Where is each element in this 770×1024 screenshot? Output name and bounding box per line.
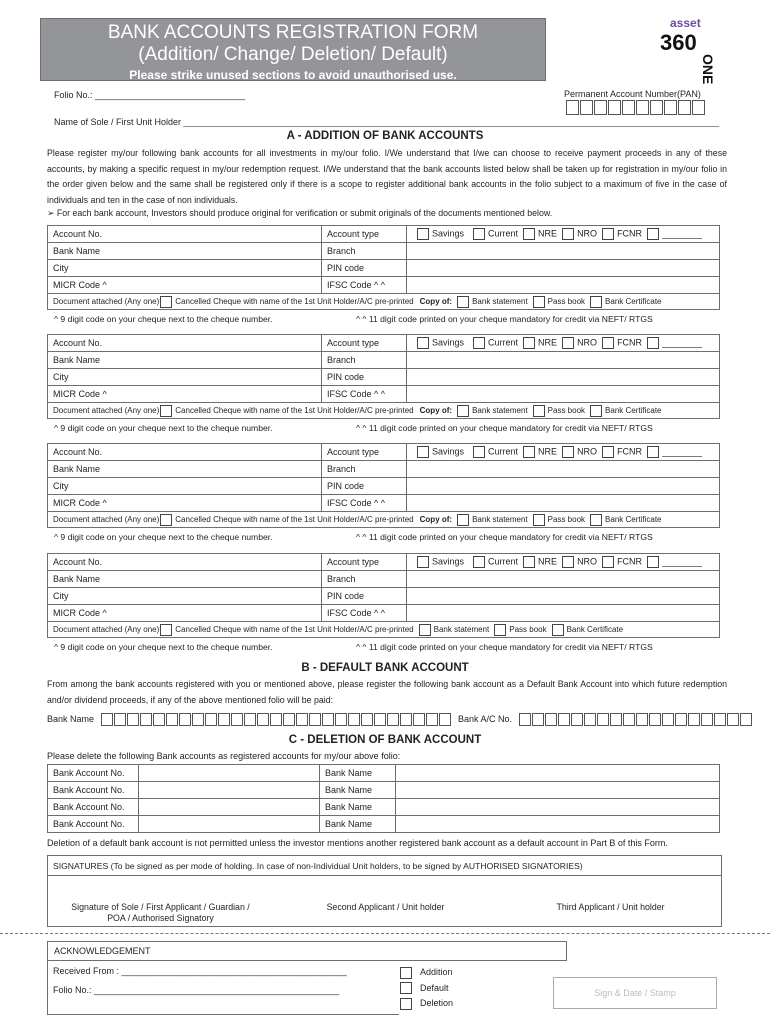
document-attached-row: Document attached (Any one) Cancelled Cheque with name of the 1st Unit Holder/A/C pre-printed Copy of: Bank statement Pass book Bank Certificate — [47, 403, 720, 419]
default-account-number[interactable]: Bank A/C No. — [458, 713, 753, 726]
fcnr-checkbox[interactable] — [602, 446, 614, 458]
micr-label[interactable]: MICR Code ^ — [48, 277, 322, 294]
ack-options — [400, 965, 453, 1012]
pin-label: PIN code — [322, 260, 407, 277]
ifsc-label: IFSC Code ^ ^ — [322, 386, 407, 403]
ifsc-field[interactable] — [407, 277, 720, 294]
nro-checkbox[interactable] — [562, 446, 574, 458]
cheque-checkbox[interactable] — [160, 514, 172, 526]
ifsc-field[interactable] — [407, 386, 720, 403]
branch-label: Branch — [322, 571, 407, 588]
delete-bank-field[interactable] — [396, 816, 720, 833]
nre-checkbox[interactable] — [523, 337, 535, 349]
delete-account-label: Bank Account No. — [48, 782, 139, 799]
micr-note: ^ 9 digit code on your cheque next to the cheque number. — [54, 423, 273, 433]
account-no-label: Account No. — [48, 226, 322, 243]
city-label[interactable]: City — [48, 260, 322, 277]
account-type-options: Savings Current NRE NRO FCNR ________ — [407, 444, 720, 461]
passbook-checkbox[interactable] — [494, 624, 506, 636]
delete-bank-label: Bank Name — [320, 782, 396, 799]
savings-checkbox[interactable] — [417, 446, 429, 458]
passbook-checkbox[interactable] — [533, 405, 545, 417]
document-attached-row: Document attached (Any one) Cancelled Cheque with name of the 1st Unit Holder/A/C pre-printed Bank statement Pass book Bank Certificate — [47, 622, 720, 638]
delete-bank-field[interactable] — [396, 799, 720, 816]
account-block-4 — [47, 553, 720, 622]
ifsc-label: IFSC Code ^ ^ — [322, 605, 407, 622]
pin-field[interactable] — [407, 260, 720, 277]
current-checkbox[interactable] — [473, 446, 485, 458]
section-b-title: B - DEFAULT BANK ACCOUNT — [301, 662, 469, 674]
bank-name-label[interactable]: Bank Name — [48, 243, 322, 260]
delete-bank-label: Bank Name — [320, 816, 396, 833]
account-no-label: Account No. — [48, 554, 322, 571]
ifsc-label: IFSC Code ^ ^ — [322, 277, 407, 294]
form-title: BANK ACCOUNTS REGISTRATION FORM — [107, 22, 479, 43]
deletion-row — [48, 765, 720, 782]
bank-name-label[interactable]: Bank Name — [48, 352, 322, 369]
form-header — [40, 18, 546, 81]
document-attached-row: Document attached (Any one) Cancelled Cheque with name of the 1st Unit Holder/A/C pre-printed Copy of: Bank statement Pass book Bank Certificate — [47, 294, 720, 310]
other-checkbox[interactable] — [647, 446, 659, 458]
cheque-checkbox[interactable] — [160, 624, 172, 636]
certificate-checkbox[interactable] — [590, 296, 602, 308]
third-applicant-signature[interactable]: Third Applicant / Unit holder — [556, 902, 665, 912]
account-type-label: Account type — [322, 226, 407, 243]
sign-stamp-box[interactable]: Sign & Date / Stamp — [553, 977, 717, 1009]
micr-label[interactable]: MICR Code ^ — [48, 386, 322, 403]
document-attached-row: Document attached (Any one) Cancelled Cheque with name of the 1st Unit Holder/A/C pre-printed Copy of: Bank statement Pass book Bank Certificate — [47, 512, 720, 528]
micr-note: ^ 9 digit code on your cheque next to the cheque number. — [54, 532, 273, 542]
account-block-2 — [47, 334, 720, 403]
section-c-title: C - DELETION OF BANK ACCOUNT — [288, 734, 482, 746]
account-block-3 — [47, 443, 720, 512]
certificate-checkbox[interactable] — [552, 624, 564, 636]
ack-folio-field[interactable]: Folio No.: _________________________________________________ — [53, 985, 340, 995]
delete-account-label: Bank Account No. — [48, 799, 139, 816]
second-applicant-signature[interactable]: Second Applicant / Unit holder — [326, 902, 445, 912]
deletion-row — [48, 782, 720, 799]
pin-field[interactable] — [407, 369, 720, 386]
account-type-label: Account type — [322, 554, 407, 571]
delete-account-field[interactable] — [139, 816, 320, 833]
form-subtitle: (Addition/ Change/ Deletion/ Default) — [138, 44, 448, 65]
passbook-checkbox[interactable] — [533, 296, 545, 308]
deletion-table — [47, 764, 720, 833]
statement-checkbox[interactable] — [457, 405, 469, 417]
cheque-checkbox[interactable] — [160, 296, 172, 308]
account-type-label: Account type — [322, 444, 407, 461]
first-applicant-signature[interactable]: Signature of Sole / First Applicant / Guardian / POA / Authorised Signatory — [71, 902, 250, 923]
section-a-bullet: ➢ For each bank account, Investors should produce original for verification or submit originals of the documents mentioned below. — [47, 208, 553, 218]
ifsc-note: ^ ^ 11 digit code printed on your cheque mandatory for credit via NEFT/ RTGS — [356, 314, 653, 324]
ack-default-option[interactable]: Default — [400, 981, 453, 997]
ack-addition-option[interactable]: Addition — [400, 965, 453, 981]
micr-label[interactable]: MICR Code ^ — [48, 495, 322, 512]
ack-deletion-option[interactable]: Deletion — [400, 996, 453, 1012]
account-type-label: Account type — [322, 335, 407, 352]
other-checkbox[interactable] — [647, 337, 659, 349]
current-checkbox[interactable] — [473, 337, 485, 349]
account-type-options: Savings Current NRE NRO FCNR ________ — [407, 335, 720, 352]
statement-checkbox[interactable] — [457, 514, 469, 526]
branch-field[interactable] — [407, 461, 720, 478]
city-label[interactable]: City — [48, 588, 322, 605]
deletion-row — [48, 816, 720, 833]
pin-label: PIN code — [322, 478, 407, 495]
ifsc-note: ^ ^ 11 digit code printed on your cheque mandatory for credit via NEFT/ RTGS — [356, 642, 653, 652]
savings-checkbox[interactable] — [417, 337, 429, 349]
passbook-checkbox[interactable] — [533, 514, 545, 526]
account-type-options: Savings Current NRE NRO FCNR ________ — [407, 226, 720, 243]
certificate-checkbox[interactable] — [590, 405, 602, 417]
section-a-title: A - ADDITION OF BANK ACCOUNTS — [286, 130, 484, 142]
company-logo: asset 360 ONE — [660, 16, 716, 85]
fcnr-checkbox[interactable] — [602, 228, 614, 240]
delete-account-field[interactable] — [139, 799, 320, 816]
pin-label: PIN code — [322, 588, 407, 605]
pin-field[interactable] — [407, 478, 720, 495]
account-type-options: Savings Current NRE NRO FCNR ________ — [407, 554, 720, 571]
pan-label: Permanent Account Number(PAN) — [564, 89, 701, 99]
other-checkbox[interactable] — [647, 228, 659, 240]
ifsc-note: ^ ^ 11 digit code printed on your cheque mandatory for credit via NEFT/ RTGS — [356, 423, 653, 433]
nro-checkbox[interactable] — [562, 337, 574, 349]
branch-label: Branch — [322, 461, 407, 478]
branch-label: Branch — [322, 352, 407, 369]
delete-account-field[interactable] — [139, 765, 320, 782]
holder-name-field[interactable]: Name of Sole / First Unit Holder ___________________________________________________________________________________________________________ — [54, 117, 720, 127]
city-label[interactable]: City — [48, 478, 322, 495]
city-label[interactable]: City — [48, 369, 322, 386]
delete-bank-field[interactable] — [396, 782, 720, 799]
nro-checkbox[interactable] — [562, 556, 574, 568]
other-checkbox[interactable] — [647, 556, 659, 568]
ifsc-field[interactable] — [407, 495, 720, 512]
ifsc-label: IFSC Code ^ ^ — [322, 495, 407, 512]
nre-checkbox[interactable] — [523, 556, 535, 568]
statement-checkbox[interactable] — [457, 296, 469, 308]
bank-name-label[interactable]: Bank Name — [48, 461, 322, 478]
fcnr-checkbox[interactable] — [602, 556, 614, 568]
fcnr-checkbox[interactable] — [602, 337, 614, 349]
section-b-text: From among the bank accounts registered with you or mentioned above, please register the following bank account as a Default Bank Account into which future redemption and/or dividend proceeds, if any of the above mentioned folio will be paid: — [47, 679, 727, 705]
current-checkbox[interactable] — [473, 556, 485, 568]
nro-checkbox[interactable] — [562, 228, 574, 240]
deletion-row — [48, 799, 720, 816]
section-c-intro: Please delete the following Bank accounts as registered accounts for my/our above folio: — [47, 751, 401, 761]
default-bank-name[interactable]: Bank Name — [47, 713, 452, 726]
micr-label[interactable]: MICR Code ^ — [48, 605, 322, 622]
acknowledgement-title: ACKNOWLEDGEMENT — [47, 941, 567, 961]
received-from-field[interactable]: Received From : _____________________________________________ — [53, 966, 347, 976]
certificate-checkbox[interactable] — [590, 514, 602, 526]
delete-account-label: Bank Account No. — [48, 765, 139, 782]
savings-checkbox[interactable] — [417, 556, 429, 568]
savings-checkbox[interactable] — [417, 228, 429, 240]
current-checkbox[interactable] — [473, 228, 485, 240]
form-instruction: Please strike unused sections to avoid unauthorised use. — [129, 68, 457, 82]
nre-checkbox[interactable] — [523, 446, 535, 458]
branch-field[interactable] — [407, 243, 720, 260]
signature-title: SIGNATURES (To be signed as per mode of holding. In case of non-Individual Unit holders, to be signed by AUTHORISED SIGNATORIES) — [48, 856, 721, 876]
ifsc-field[interactable] — [407, 605, 720, 622]
tear-line — [0, 933, 770, 934]
statement-checkbox[interactable] — [419, 624, 431, 636]
pin-field[interactable] — [407, 588, 720, 605]
delete-account-field[interactable] — [139, 782, 320, 799]
section-a-text: Please register my/our following bank accounts for all investments in my/our folio. I/We understand that I/we can choose to receive payment proceeds in any of these accounts, by making a specific request in my/our redemption request. I/We understand that the bank accounts listed below shall be taken up for registration in my/our folio in the order given below and the same shall be registered only if there is a scope to register additional bank accounts in the folio subject to a maximum of five in the case of individuals and ten in the case of non individuals. — [47, 148, 727, 205]
pin-label: PIN code — [322, 369, 407, 386]
pan-boxes[interactable] — [566, 100, 706, 115]
bank-name-label[interactable]: Bank Name — [48, 571, 322, 588]
branch-field[interactable] — [407, 571, 720, 588]
account-block-1 — [47, 225, 720, 294]
account-no-label: Account No. — [48, 444, 322, 461]
delete-bank-label: Bank Name — [320, 799, 396, 816]
delete-bank-field[interactable] — [396, 765, 720, 782]
micr-note: ^ 9 digit code on your cheque next to the cheque number. — [54, 314, 273, 324]
nre-checkbox[interactable] — [523, 228, 535, 240]
folio-field[interactable]: Folio No.: ______________________________ — [54, 90, 246, 100]
account-no-label: Account No. — [48, 335, 322, 352]
branch-field[interactable] — [407, 352, 720, 369]
delete-account-label: Bank Account No. — [48, 816, 139, 833]
deletion-note: Deletion of a default bank account is not permitted unless the investor mentions another registered bank account as a default account in Part B of this Form. — [47, 838, 668, 848]
micr-note: ^ 9 digit code on your cheque next to the cheque number. — [54, 642, 273, 652]
cheque-checkbox[interactable] — [160, 405, 172, 417]
signature-block — [47, 855, 722, 927]
branch-label: Branch — [322, 243, 407, 260]
ifsc-note: ^ ^ 11 digit code printed on your cheque mandatory for credit via NEFT/ RTGS — [356, 532, 653, 542]
delete-bank-label: Bank Name — [320, 765, 396, 782]
